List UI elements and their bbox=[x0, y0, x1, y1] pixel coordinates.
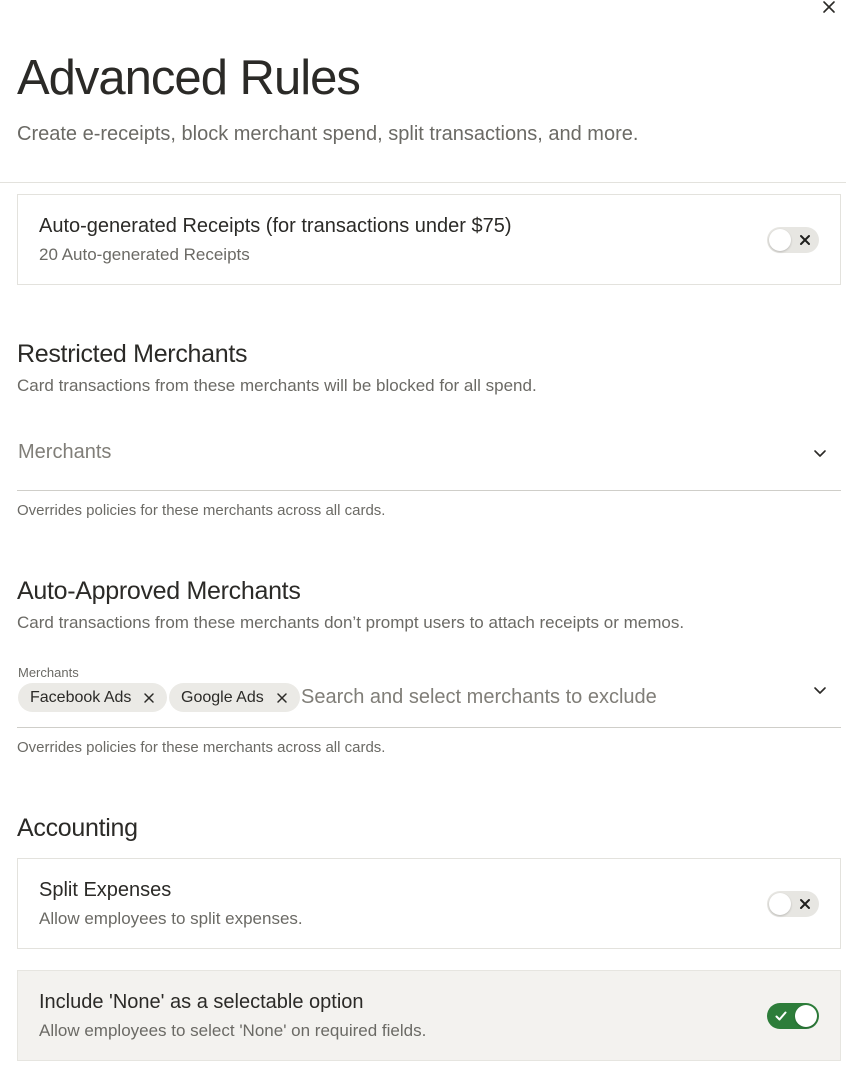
split-expenses-card bbox=[17, 858, 841, 949]
toggle-knob bbox=[769, 229, 791, 251]
restricted-merchants-placeholder: Merchants bbox=[18, 441, 112, 463]
restricted-merchants-title: Restricted Merchants bbox=[17, 340, 248, 368]
toggle-knob bbox=[795, 1005, 817, 1027]
merchant-chip-label: Facebook Ads bbox=[30, 688, 132, 706]
header-divider bbox=[0, 182, 846, 183]
auto-approved-merchants-title: Auto-Approved Merchants bbox=[17, 577, 301, 605]
restricted-merchants-helper: Overrides policies for these merchants across all cards. bbox=[17, 502, 386, 519]
auto-receipts-toggle[interactable] bbox=[767, 227, 819, 253]
remove-chip-icon[interactable] bbox=[143, 692, 155, 704]
split-expenses-toggle[interactable] bbox=[767, 891, 819, 917]
toggle-knob bbox=[769, 893, 791, 915]
auto-receipts-subtitle: 20 Auto-generated Receipts bbox=[39, 245, 250, 264]
close-icon[interactable] bbox=[820, 0, 838, 16]
split-expenses-title: Split Expenses bbox=[39, 879, 172, 901]
chevron-down-icon[interactable] bbox=[813, 446, 827, 460]
include-none-card bbox=[17, 970, 841, 1061]
auto-approved-merchants-select[interactable] bbox=[17, 665, 841, 728]
auto-receipts-title: Auto-generated Receipts (for transactions under $75) bbox=[39, 215, 512, 237]
accounting-title: Accounting bbox=[17, 814, 138, 842]
remove-chip-icon[interactable] bbox=[276, 692, 288, 704]
auto-approved-field-label: Merchants bbox=[18, 665, 79, 680]
auto-receipts-card bbox=[17, 194, 841, 285]
chevron-down-icon[interactable] bbox=[813, 683, 827, 697]
x-icon bbox=[798, 897, 812, 911]
split-expenses-subtitle: Allow employees to split expenses. bbox=[39, 909, 303, 928]
check-icon bbox=[774, 1009, 788, 1023]
auto-approved-merchants-helper: Overrides policies for these merchants across all cards. bbox=[17, 739, 386, 756]
restricted-merchants-select[interactable] bbox=[17, 428, 841, 491]
merchant-search-input[interactable] bbox=[301, 683, 781, 712]
page-header bbox=[17, 48, 827, 146]
include-none-subtitle: Allow employees to select 'None' on required fields. bbox=[39, 1021, 427, 1040]
include-none-title: Include 'None' as a selectable option bbox=[39, 991, 364, 1013]
merchant-chip bbox=[169, 683, 300, 712]
merchant-chip-label: Google Ads bbox=[181, 688, 264, 706]
page-title: Advanced Rules bbox=[17, 51, 360, 105]
x-icon bbox=[798, 233, 812, 247]
include-none-toggle[interactable] bbox=[767, 1003, 819, 1029]
merchant-chip bbox=[18, 683, 167, 712]
auto-approved-merchants-description: Card transactions from these merchants don’t prompt users to attach receipts or memos. bbox=[17, 613, 685, 632]
page-subtitle: Create e-receipts, block merchant spend, split transactions, and more. bbox=[17, 123, 639, 145]
restricted-merchants-description: Card transactions from these merchants will be blocked for all spend. bbox=[17, 376, 537, 395]
